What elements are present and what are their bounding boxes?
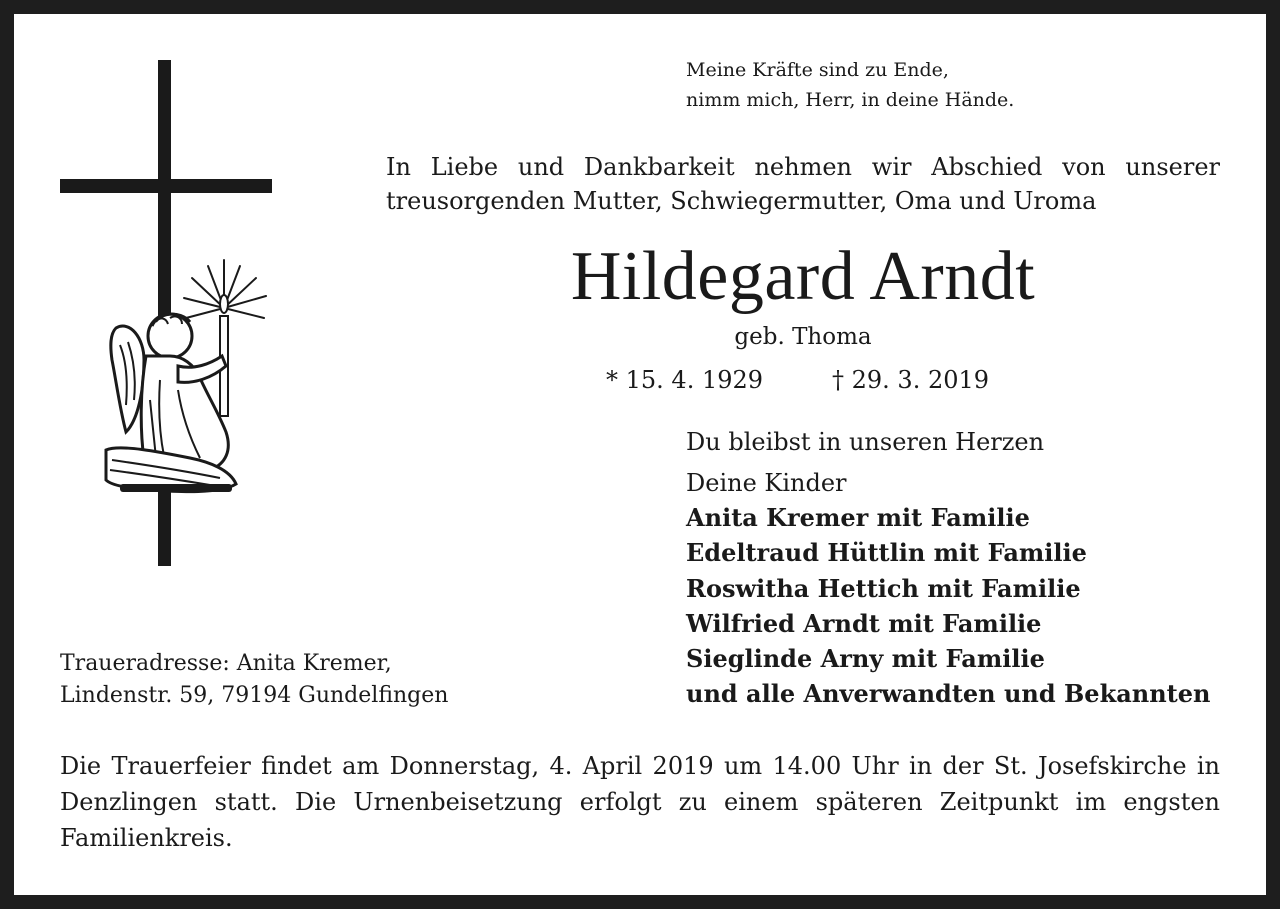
list-item: Anita Kremer mit Familie: [686, 503, 1030, 532]
service-line-2: Denzlingen statt. Die Urnenbeisetzung erfolgt zu einem späteren Zeitpunkt im engsten: [60, 788, 1220, 816]
motto-verse: [686, 55, 1014, 115]
intro-line-1: In Liebe und Dankbarkeit nehmen wir Abschied von unserer: [386, 153, 1220, 181]
intro-text: [386, 150, 1220, 218]
service-line-3: Familienkreis.: [60, 824, 233, 852]
farewell-line: Du bleibst in unseren Herzen: [686, 428, 1045, 456]
list-item: Sieglinde Arny mit Familie: [686, 644, 1045, 674]
address-line-2: Lindenstr. 59, 79194 Gundelfingen: [60, 683, 449, 708]
address-line-1: Traueradresse: Anita Kremer,: [60, 651, 392, 676]
mourners-title: Deine Kinder: [686, 469, 847, 497]
mourning-address: [60, 648, 448, 712]
list-item: Wilfried Arndt mit Familie: [686, 608, 1042, 638]
deceased-name: Hildegard Arndt: [570, 238, 1036, 315]
service-line-1: Die Trauerfeier findet am Donnerstag, 4. April 2019 um 14.00 Uhr in der St. Josefskirche in: [60, 752, 1220, 780]
cross-with-angel-icon: [60, 60, 272, 566]
list-item: Edeltraud Hüttlin mit Familie: [686, 538, 1087, 568]
maiden-name: geb. Thoma: [734, 324, 872, 350]
list-item: Roswitha Hettich mit Familie: [686, 573, 1081, 603]
service-info: [60, 748, 1220, 856]
list-item: und alle Anverwandten und Bekannten: [686, 679, 1211, 709]
motto-line-1: Meine Kräfte sind zu Ende,: [686, 59, 949, 81]
motto-line-2: nimm mich, Herr, in deine Hände.: [686, 89, 1015, 111]
death-date: † 29. 3. 2019: [832, 366, 990, 394]
mourners-list: [686, 500, 1210, 712]
birth-date: * 15. 4. 1929: [606, 366, 764, 394]
intro-line-2: treusorgenden Mutter, Schwiegermutter, Oma und Uroma: [386, 187, 1097, 215]
